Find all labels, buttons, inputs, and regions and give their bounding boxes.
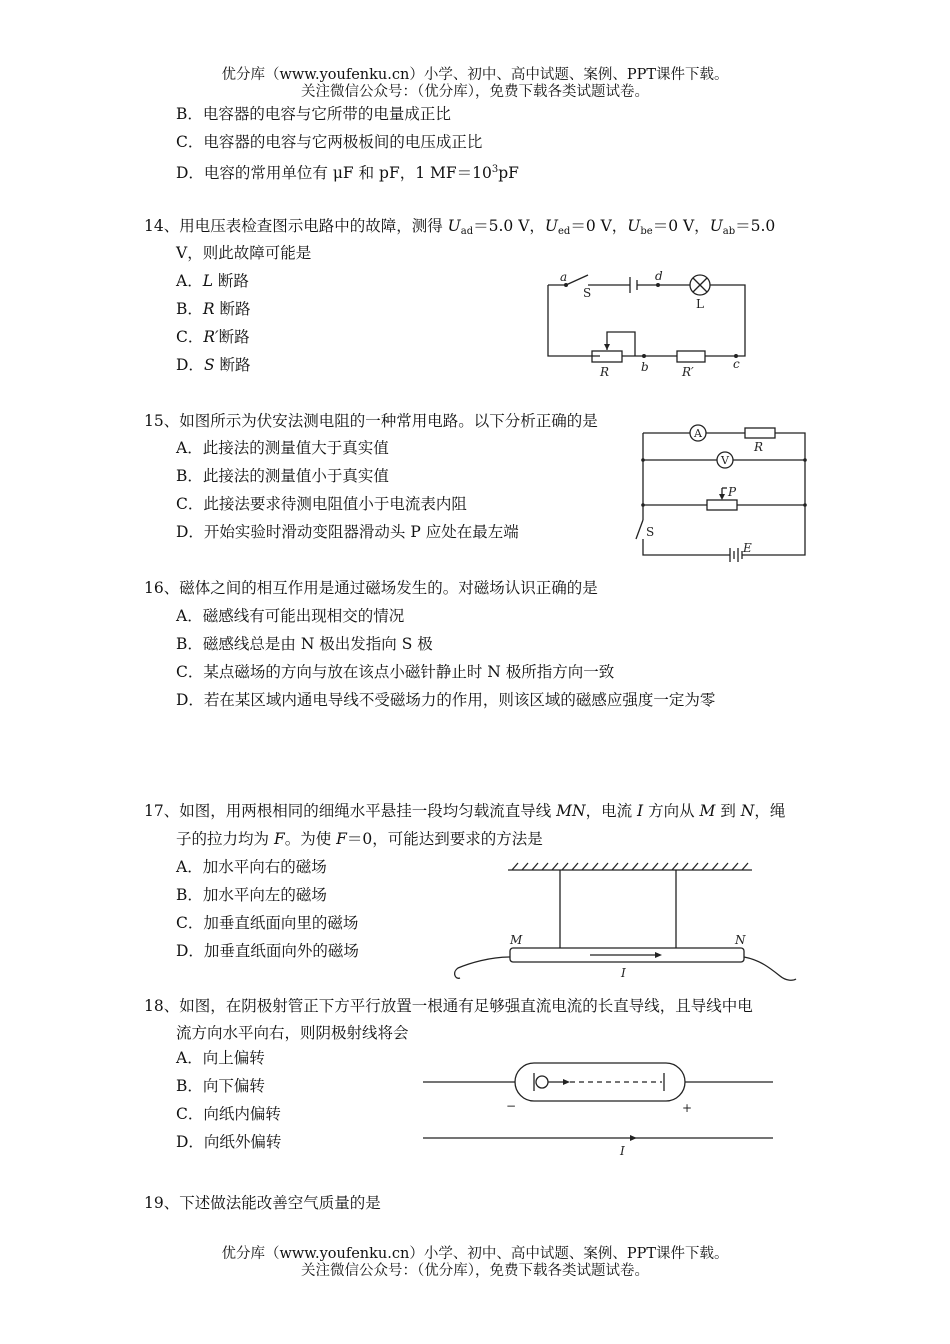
q16-stem: 16、磁体之间的相互作用是通过磁场发生的。对磁场认识正确的是 bbox=[144, 579, 598, 597]
q19-stem: 19、下述做法能改善空气质量的是 bbox=[144, 1194, 381, 1212]
q17-option-a: A．加水平向右的磁场 bbox=[176, 858, 327, 876]
q14-circuit-diagram bbox=[540, 268, 755, 380]
q18-label-i: I bbox=[620, 1144, 625, 1158]
q14-label-rprime: R′ bbox=[682, 365, 694, 379]
q16-option-a: A．磁感线有可能出现相交的情况 bbox=[176, 607, 405, 625]
q15-ammeter-label: A bbox=[694, 427, 702, 440]
q17-option-d: D．加垂直纸面向外的磁场 bbox=[176, 942, 359, 960]
q17-label-i: I bbox=[621, 966, 626, 980]
footer-line-2: 关注微信公众号：（优分库），免费下载各类试题试卷。 bbox=[301, 1263, 649, 1279]
q15-label-r: R bbox=[754, 440, 764, 454]
q18-label-minus: − bbox=[506, 1099, 517, 1113]
q14-stem: 14、用电压表检查图示电路中的故障，测得 $U_{ad}=5.0$ V，$U_{ed}=0$ V，$U_{be}=0$ V，$U_{ab}=5.0$ bbox=[144, 217, 776, 237]
q16-option-b: B．磁感线总是由 N 极出发指向 S 极 bbox=[176, 635, 433, 653]
q15-option-c: C．此接法要求待测电阻值小于电流表内阻 bbox=[176, 495, 467, 513]
footer-line-1: 优分库（www.youfenku.cn）小学、初中、高中试题、案例、PPT课件下载。 bbox=[221, 1246, 729, 1262]
q14-label-b: b bbox=[641, 360, 649, 374]
q15-option-a: A．此接法的测量值大于真实值 bbox=[176, 439, 389, 457]
q18-label-plus: + bbox=[682, 1101, 693, 1115]
q18-option-b: B．向下偏转 bbox=[176, 1077, 265, 1095]
q14-label-d: d bbox=[655, 269, 663, 283]
q18-stem: 18、如图，在阴极射管正下方平行放置一根通有足够强直流电流的长直导线，且导线中电 bbox=[144, 997, 753, 1015]
q14-label-l: L bbox=[696, 297, 704, 311]
q15-label-e: E bbox=[743, 541, 752, 555]
q15-option-d: D．开始实验时滑动变阻器滑动头 P 应处在最左端 bbox=[176, 523, 519, 541]
q17-option-b: B．加水平向左的磁场 bbox=[176, 886, 327, 904]
q15-label-p: P bbox=[728, 485, 737, 499]
header-line-2: 关注微信公众号：（优分库），免费下载各类试题试卷。 bbox=[301, 84, 649, 100]
q14-option-c: C．R′断路 bbox=[176, 328, 250, 346]
q15-label-s: S bbox=[646, 525, 655, 539]
q18-option-d: D．向纸外偏转 bbox=[176, 1133, 282, 1151]
q14-option-b: B．R 断路 bbox=[176, 300, 251, 318]
q13-option-b: B．电容器的电容与它所带的电量成正比 bbox=[176, 105, 451, 123]
q18-option-a: A．向上偏转 bbox=[176, 1049, 265, 1067]
q14-option-d: D．S 断路 bbox=[176, 356, 251, 374]
header-line-1: 优分库（www.youfenku.cn）小学、初中、高中试题、案例、PPT课件下载。 bbox=[221, 67, 729, 83]
q17-label-n: N bbox=[735, 933, 746, 947]
q15-voltmeter-label: V bbox=[721, 454, 729, 467]
q16-option-c: C．某点磁场的方向与放在该点小磁针静止时 N 极所指方向一致 bbox=[176, 663, 615, 681]
q13-option-c: C．电容器的电容与它两极板间的电压成正比 bbox=[176, 133, 483, 151]
q14-option-a: A．L 断路 bbox=[176, 272, 249, 290]
q14-label-r: R bbox=[600, 365, 610, 379]
q17-stem-cont: 子的拉力均为 F。为使 F＝0，可能达到要求的方法是 bbox=[176, 830, 543, 848]
q15-circuit-diagram bbox=[635, 425, 810, 565]
q17-stem: 17、如图，用两根相同的细绳水平悬挂一段均匀载流直导线 MN，电流 I 方向从 M 到 N，绳 bbox=[144, 802, 786, 820]
q14-label-c: c bbox=[733, 357, 740, 371]
q14-label-a: a bbox=[560, 270, 568, 284]
q15-option-b: B．此接法的测量值小于真实值 bbox=[176, 467, 389, 485]
q14-label-s: S bbox=[583, 286, 592, 300]
q18-cathode-ray-tube-diagram bbox=[420, 1058, 780, 1163]
q16-option-d: D．若在某区域内通电导线不受磁场力的作用，则该区域的磁感应强度一定为零 bbox=[176, 691, 716, 709]
q17-option-c: C．加垂直纸面向里的磁场 bbox=[176, 914, 359, 932]
q18-stem-cont: 流方向水平向右，则阴极射线将会 bbox=[176, 1024, 409, 1042]
q13-option-d: D．电容的常用单位有 μF 和 pF，1 $MF=10^3pF$ bbox=[176, 164, 519, 182]
q17-hanging-wire-diagram bbox=[450, 860, 800, 985]
q15-stem: 15、如图所示为伏安法测电阻的一种常用电路。以下分析正确的是 bbox=[144, 412, 598, 430]
q17-label-m: M bbox=[510, 933, 523, 947]
q18-option-c: C．向纸内偏转 bbox=[176, 1105, 281, 1123]
q14-stem-cont: V，则此故障可能是 bbox=[176, 244, 312, 262]
